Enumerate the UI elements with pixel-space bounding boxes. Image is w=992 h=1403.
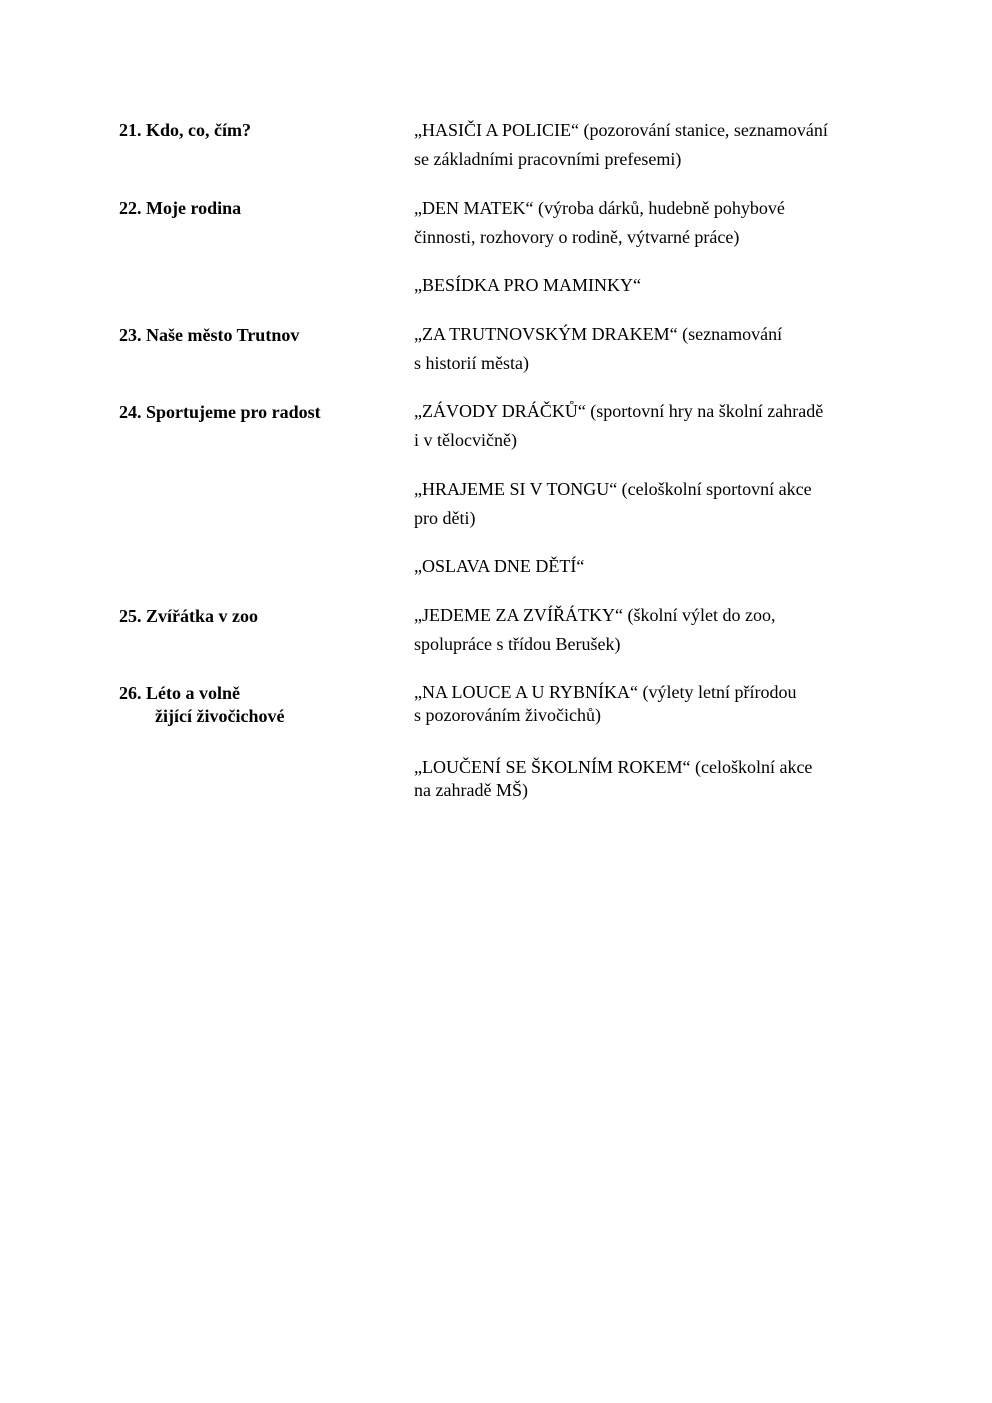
- activity-louceni-se-skolnim-rokem: [414, 756, 884, 802]
- topic-26-title-continuation: žijící živočichové: [155, 706, 285, 726]
- activity-besidka-pro-maminky: [414, 271, 884, 300]
- topic-24-title: 24. Sportujeme pro radost: [119, 402, 321, 422]
- activity-line: spolupráce s třídou Berušek): [414, 633, 621, 654]
- activity-line: činnosti, rozhovory o rodině, výtvarné práce): [414, 226, 740, 247]
- topic-26-title: 26. Léto a volně: [119, 683, 240, 703]
- activity-line: „JEDEME ZA ZVÍŘÁTKY“ (školní výlet do zoo,: [414, 605, 776, 625]
- activity-hrajeme-si-v-tongu: [414, 475, 884, 532]
- activity-line: s historií města): [414, 352, 529, 373]
- activity-line: „HRAJEME SI V TONGU“ (celoškolní sportovní akce: [414, 479, 812, 499]
- activity-den-matek: [414, 194, 884, 251]
- topic-23-title: 23. Naše město Trutnov: [119, 325, 300, 345]
- activity-line: pro děti): [414, 507, 476, 528]
- activity-line: „HASIČI A POLICIE“ (pozorování stanice, seznamování: [414, 120, 828, 140]
- activity-oslava-dne-deti: [414, 552, 884, 581]
- activity-zavody-dracku: [414, 397, 884, 454]
- activity-line: s pozorováním živočichů): [414, 705, 601, 725]
- activity-hasici-a-policie: [414, 116, 884, 173]
- topic-22-heading: [119, 197, 389, 220]
- topic-26-heading: [119, 682, 389, 728]
- activity-line: „NA LOUCE A U RYBNÍKA“ (výlety letní přírodou: [414, 682, 797, 702]
- activity-za-trutnovskym-drakem: [414, 320, 884, 377]
- topic-25-heading: [119, 605, 389, 628]
- activity-line: „LOUČENÍ SE ŠKOLNÍM ROKEM“ (celoškolní akce: [414, 757, 813, 777]
- topic-23-heading: [119, 324, 389, 347]
- topic-21-heading: [119, 119, 389, 142]
- topic-21-title: 21. Kdo, co, čím?: [119, 120, 251, 140]
- activity-line: i v tělocvičně): [414, 429, 517, 450]
- activity-na-louce-a-u-rybnika: [414, 681, 884, 727]
- activity-line: „BESÍDKA PRO MAMINKY“: [414, 275, 642, 295]
- topic-22-title: 22. Moje rodina: [119, 198, 242, 218]
- topic-25-title: 25. Zvířátka v zoo: [119, 606, 258, 626]
- activity-line: „OSLAVA DNE DĚTÍ“: [414, 556, 585, 576]
- topic-24-heading: [119, 401, 389, 424]
- activity-line: „DEN MATEK“ (výroba dárků, hudebně pohybové: [414, 198, 785, 218]
- activity-jedeme-za-zviratky: [414, 601, 884, 658]
- activity-line: „ZA TRUTNOVSKÝM DRAKEM“ (seznamování: [414, 324, 783, 344]
- activity-line: na zahradě MŠ): [414, 780, 528, 800]
- activity-line: se základními pracovními prefesemi): [414, 148, 682, 169]
- activity-line: „ZÁVODY DRÁČKŮ“ (sportovní hry na školní zahradě: [414, 401, 824, 421]
